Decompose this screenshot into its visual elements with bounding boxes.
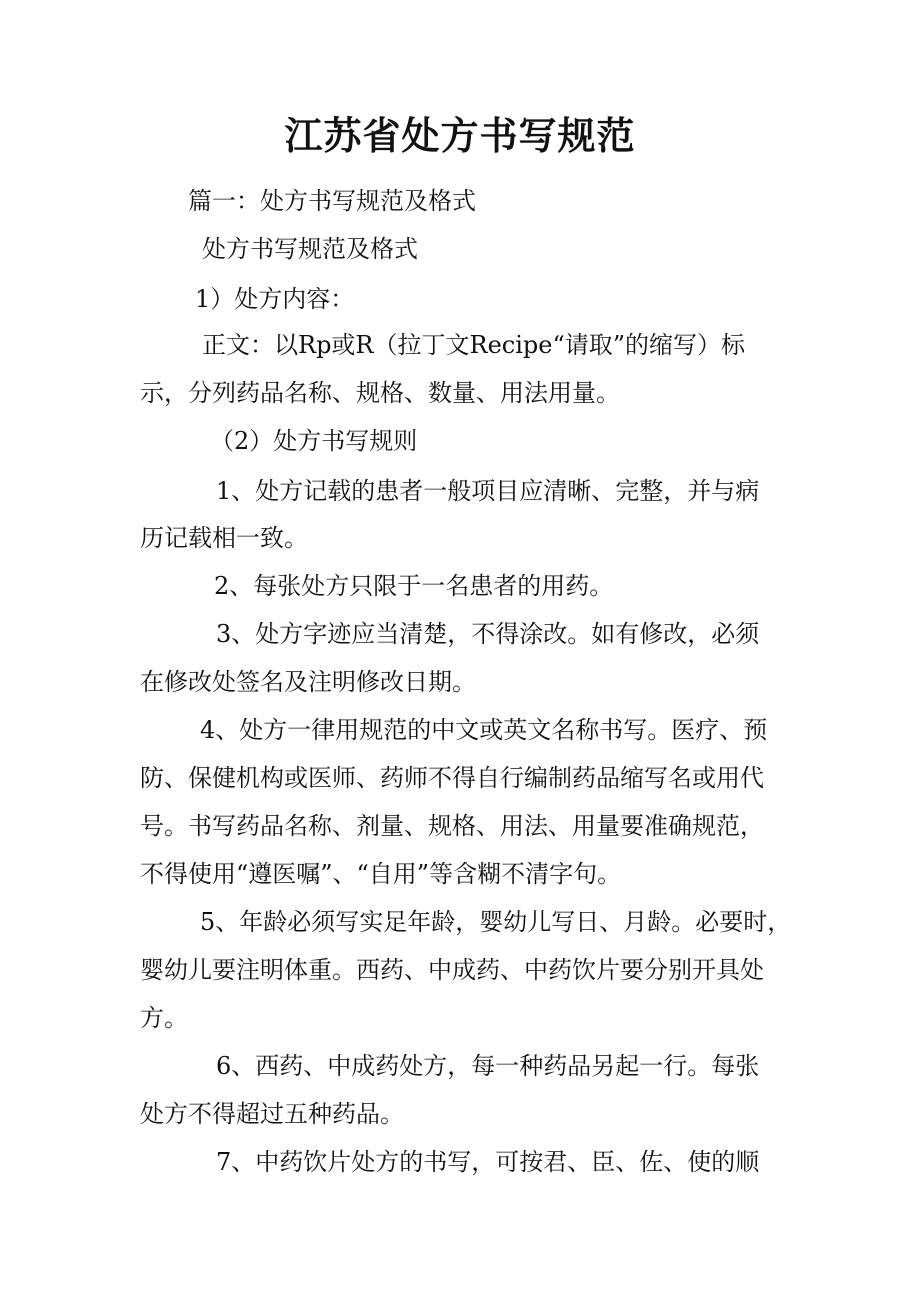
text-line: 示，分列药品名称、规格、数量、用法用量。 [140,379,620,407]
text-line: 在修改处签名及注明修改日期。 [140,668,476,696]
text-line: 7、中药饮片处方的书写，可按君、臣、佐、使的顺 [216,1148,760,1176]
text-line: 不得使用“遵医嘱”、“自用”等含糊不清字句。 [140,860,622,888]
text-line: （2）处方书写规则 [210,427,418,455]
text-line: 号。书写药品名称、剂量、规格、用法、用量要准确规范， [140,812,764,840]
text-line: 1）处方内容： [195,285,355,313]
text-line: 篇一：处方书写规范及格式 [188,187,476,215]
text-line: 5、年龄必须写实足年龄，婴幼儿写日、月龄。必要时， [200,908,792,936]
text-line: 历记载相一致。 [140,524,308,552]
text-line: 处方不得超过五种药品。 [140,1100,404,1128]
text-line: 4、处方一律用规范的中文或英文名称书写。医疗、预 [200,716,768,744]
text-line: 防、保健机构或医师、药师不得自行编制药品缩写名或用代 [140,764,764,792]
text-line: 1、处方记载的患者一般项目应清晰、完整，并与病 [216,477,760,505]
text-line: 婴幼儿要注明体重。西药、中成药、中药饮片要分别开具处 [140,956,764,984]
text-line: 正文：以Rp或R（拉丁文Recipe“请取”的缩写）标 [202,331,745,359]
text-line: 6、西药、中成药处方，每一种药品另起一行。每张 [216,1052,760,1080]
text-line: 3、处方字迹应当清楚，不得涂改。如有修改，必须 [216,620,760,648]
text-line: 处方书写规范及格式 [202,235,418,263]
document-title: 江苏省处方书写规范 [284,113,636,158]
text-line: 2、每张处方只限于一名患者的用药。 [214,572,614,600]
text-line: 方。 [140,1004,188,1032]
